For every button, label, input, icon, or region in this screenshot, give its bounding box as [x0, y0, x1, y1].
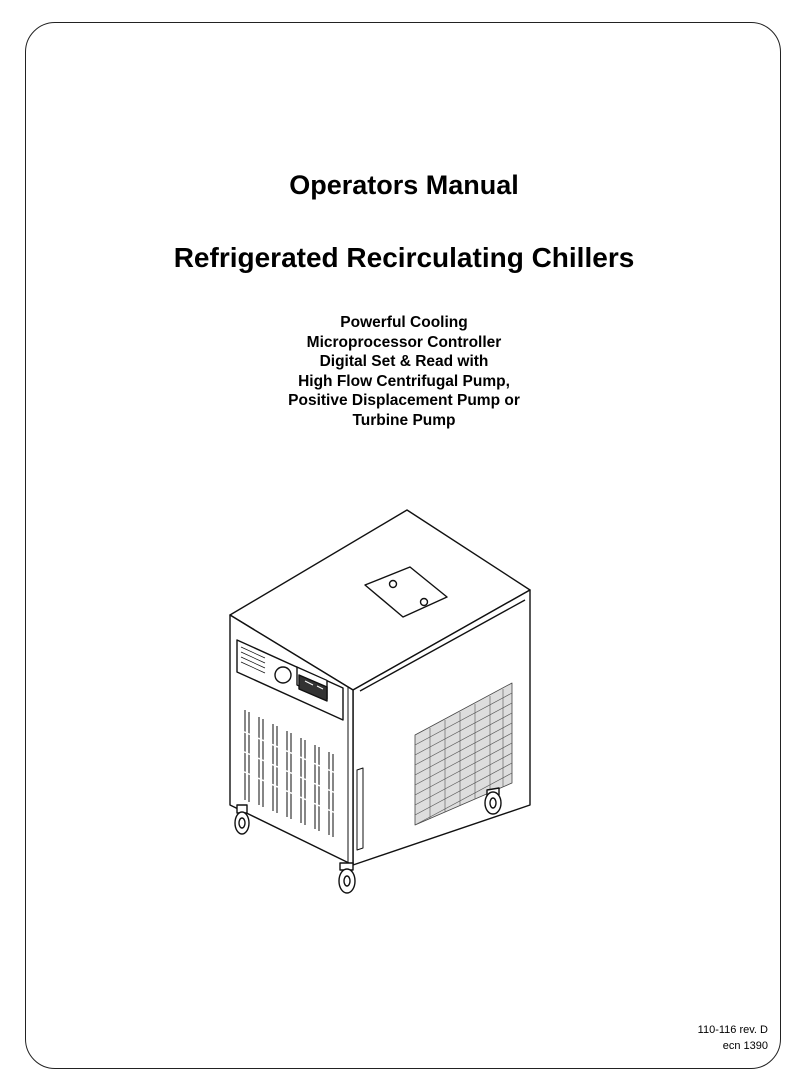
feature-item: Microprocessor Controller: [306, 333, 502, 351]
feature-list: [0, 313, 808, 430]
feature-item: Positive Displacement Pump or: [288, 392, 520, 409]
document-reference: [698, 1022, 768, 1054]
ecn-number: ecn 1390: [722, 1040, 768, 1052]
manual-title: Operators Manual: [289, 170, 519, 200]
chiller-unit-icon: [225, 505, 545, 900]
product-subtitle: Refrigerated Recirculating Chillers: [173, 242, 635, 273]
feature-item: Digital Set & Read with: [319, 353, 489, 370]
feature-item: Powerful Cooling: [340, 314, 468, 331]
feature-item: High Flow Centrifugal Pump,: [298, 372, 510, 390]
part-number: 110-116 rev. D: [697, 1024, 768, 1036]
feature-item: Turbine Pump: [352, 411, 456, 429]
